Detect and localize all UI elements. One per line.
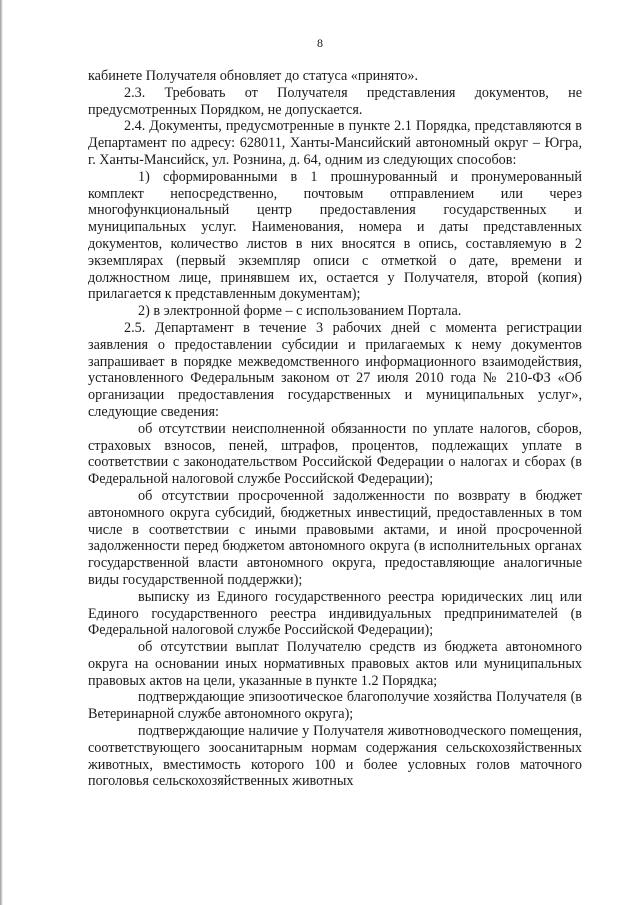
paragraph-method-1: 1) сформированными в 1 прошнурованный и пронумерованный комплект непосредственно, почтовым отправлением или через многофункциональный центр предоставления государственных и муниципальных услуг. Наименования, номера и даты представленных документов, количество листов в них вносятся в опись, составляемую в 2 экземплярах (первый экземпляр описи с отметкой о дате, времени и должностном лице, принявшем их, остается у Получателя, второй (копия) прилагается к представленным документам); [88,168,582,303]
paragraph-method-2: 2) в электронной форме – с использованием Портала. [138,303,462,320]
paragraph-info-epizootic: подтверждающие эпизоотическое благополучие хозяйства Получателя (в Ветеринарной службе автономного округа); [88,689,582,723]
paragraph-2-5: 2.5. Департамент в течение 3 рабочих дней с момента регистрации заявления о предоставлении субсидии и прилагаемых к нему документов запрашивает в порядке межведомственного информационного взаимодействия, установленного Федеральным законом от 27 июля 2010 года № 210-ФЗ «Об организации предоставления государственных и муниципальных услуг», следующие сведения: [88,319,582,420]
paragraph-info-registry: выписку из Единого государственного реестра юридических лиц или Единого государственного реестра индивидуальных предпринимателей (в Федеральной налоговой службе Российской Федерации); [88,588,582,639]
document-body [88,68,582,790]
paragraph-info-payments: об отсутствии выплат Получателю средств из бюджета автономного округа на основании иных нормативных правовых актов или муниципальных правовых актов на цели, указанные в пункте 1.2 Порядка; [88,639,582,689]
page-edge-shadow [0,0,3,905]
page-number: 8 [317,36,323,50]
paragraph-info-premises: подтверждающие наличие у Получателя животноводческого помещения, соответствующего зоосанитарным нормам содержания сельскохозяйственных животных, вместимость которого 100 и более условных голов маточного поголовья сельскохозяйственных животных [88,723,582,790]
paragraph-2-4: 2.4. Документы, предусмотренные в пункте 2.1 Порядка, представляются в Департамент по адресу: 628011, Ханты-Мансийский автономный округ – Югра, г. Ханты-Мансийск, ул. Рознина, д. 64, одним из следующих способов: [88,118,582,168]
paragraph-continuation: кабинете Получателя обновляет до статуса «принято». [88,68,419,84]
paragraph-info-taxes: об отсутствии неисполненной обязанности по уплате налогов, сборов, страховых взносов, пеней, штрафов, процентов, подлежащих уплате в соответствии с законодательством Российской Федерации о налогах и сборах (в Федеральной налоговой службе Российской Федерации); [88,420,582,488]
paragraph-2-3: 2.3. Требовать от Получателя представления документов, не предусмотренных Порядком, не допускается. [88,84,582,118]
paragraph-info-debt: об отсутствии просроченной задолженности по возврату в бюджет автономного округа субсидий, бюджетных инвестиций, предоставленных в том числе в соответствии с иными правовыми актами, и иной просроченной задолженности перед бюджетом автономного округа (в исполнительных органах государственной власти автономного округа, предоставляющие аналогичные виды государственной поддержки); [88,487,582,588]
